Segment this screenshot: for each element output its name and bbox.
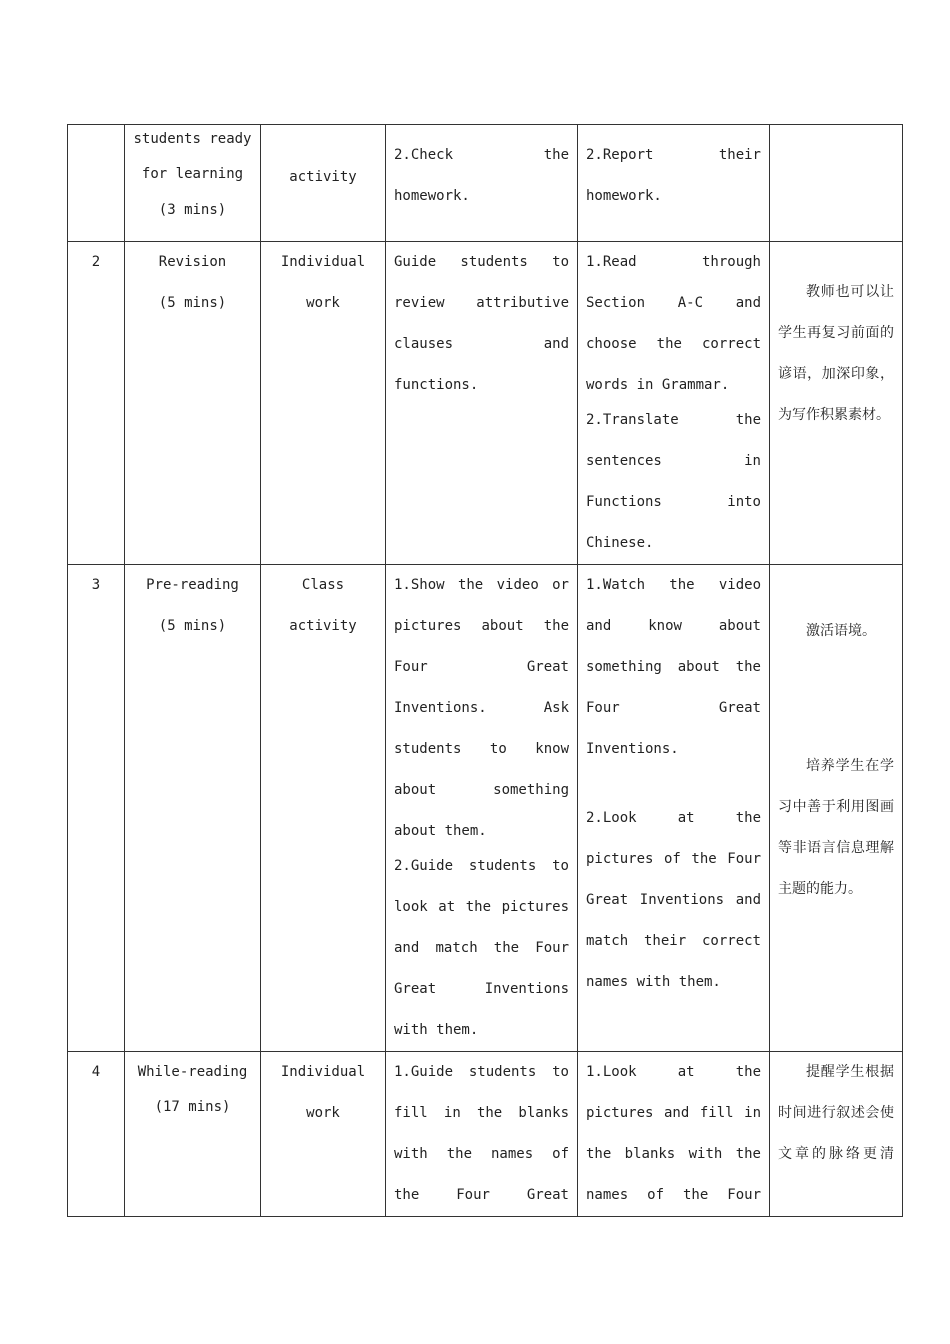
- note-text: 教师也可以让学生再复习前面的谚语，加深印象，为写作积累素材。: [778, 284, 894, 423]
- step-name: While-reading: [137, 1064, 248, 1080]
- mode-text: Individual work: [280, 254, 366, 311]
- note-text: 激活语境。: [806, 623, 876, 639]
- student-text: 1.Watch the video and know about something about the Four Great Inventions.: [586, 577, 761, 757]
- teacher-text: 2.Check the homework.: [394, 147, 569, 204]
- table-row: [68, 565, 903, 1052]
- student-text: 2.Look at the pictures of the Four Great Inventions and match their correct names with them.: [586, 810, 761, 990]
- note-cell: [770, 565, 903, 1052]
- step-name: Revision: [158, 254, 227, 270]
- table-row: [68, 242, 903, 565]
- step-name-line: students ready: [133, 131, 252, 147]
- mode-cell: [261, 565, 386, 1052]
- student-text: 1.Read through Section A-C and choose the correct words in Grammar.: [586, 254, 761, 393]
- step-time: (5 mins): [158, 295, 227, 311]
- note-cell: [770, 1052, 903, 1217]
- teacher-activity-cell: [386, 125, 578, 242]
- student-activity-cell: [578, 565, 770, 1052]
- spacer: [586, 770, 761, 798]
- mode-text: activity: [289, 169, 357, 185]
- step-number-cell: [68, 125, 125, 242]
- teacher-text: Guide students to review attributive clauses and functions.: [394, 254, 569, 393]
- step-time: (17 mins): [154, 1099, 231, 1115]
- step-name-cell: [125, 1052, 261, 1217]
- note-text: 提醒学生根据时间进行叙述会使文章的脉络更清: [778, 1064, 894, 1162]
- step-name-cell: [125, 242, 261, 565]
- student-activity-cell: [578, 242, 770, 565]
- step-name-cell: [125, 125, 261, 242]
- table-row: [68, 125, 903, 242]
- step-name-cell: [125, 565, 261, 1052]
- step-name-line: for learning: [141, 166, 244, 182]
- student-text: 2.Report their homework.: [586, 147, 761, 204]
- lesson-plan-table: [67, 124, 903, 1217]
- table-row: [68, 1052, 903, 1217]
- step-number-cell: 3: [68, 565, 125, 1052]
- note-text: 培养学生在学习中善于利用图画等非语言信息理解主题的能力。: [778, 758, 894, 897]
- mode-text: Individual work: [280, 1064, 366, 1121]
- step-number-cell: 4: [68, 1052, 125, 1217]
- teacher-activity-cell: [386, 565, 578, 1052]
- teacher-activity-cell: [386, 242, 578, 565]
- step-time: (5 mins): [158, 618, 227, 634]
- teacher-text: 1.Show the video or pictures about the Four Great Inventions. Ask students to know about something about them.: [394, 577, 569, 839]
- student-text: 1.Look at the pictures and fill in the blanks with the names of the Four: [586, 1064, 761, 1203]
- mode-cell: [261, 125, 386, 242]
- note-cell: [770, 242, 903, 565]
- student-activity-cell: [578, 1052, 770, 1217]
- teacher-text: 2.Guide students to look at the pictures and match the Four Great Inventions with them.: [394, 858, 569, 1038]
- step-time: (3 mins): [158, 202, 227, 218]
- teacher-text: 1.Guide students to fill in the blanks with the names of the Four Great: [394, 1064, 569, 1203]
- step-number-cell: 2: [68, 242, 125, 565]
- mode-cell: [261, 1052, 386, 1217]
- note-cell: [770, 125, 903, 242]
- step-name: Pre-reading: [146, 577, 239, 593]
- mode-text: Class activity: [289, 577, 357, 634]
- student-text: 2.Translate the sentences in Functions into Chinese.: [586, 412, 761, 551]
- student-activity-cell: [578, 125, 770, 242]
- spacer: [778, 652, 894, 746]
- mode-cell: [261, 242, 386, 565]
- teacher-activity-cell: [386, 1052, 578, 1217]
